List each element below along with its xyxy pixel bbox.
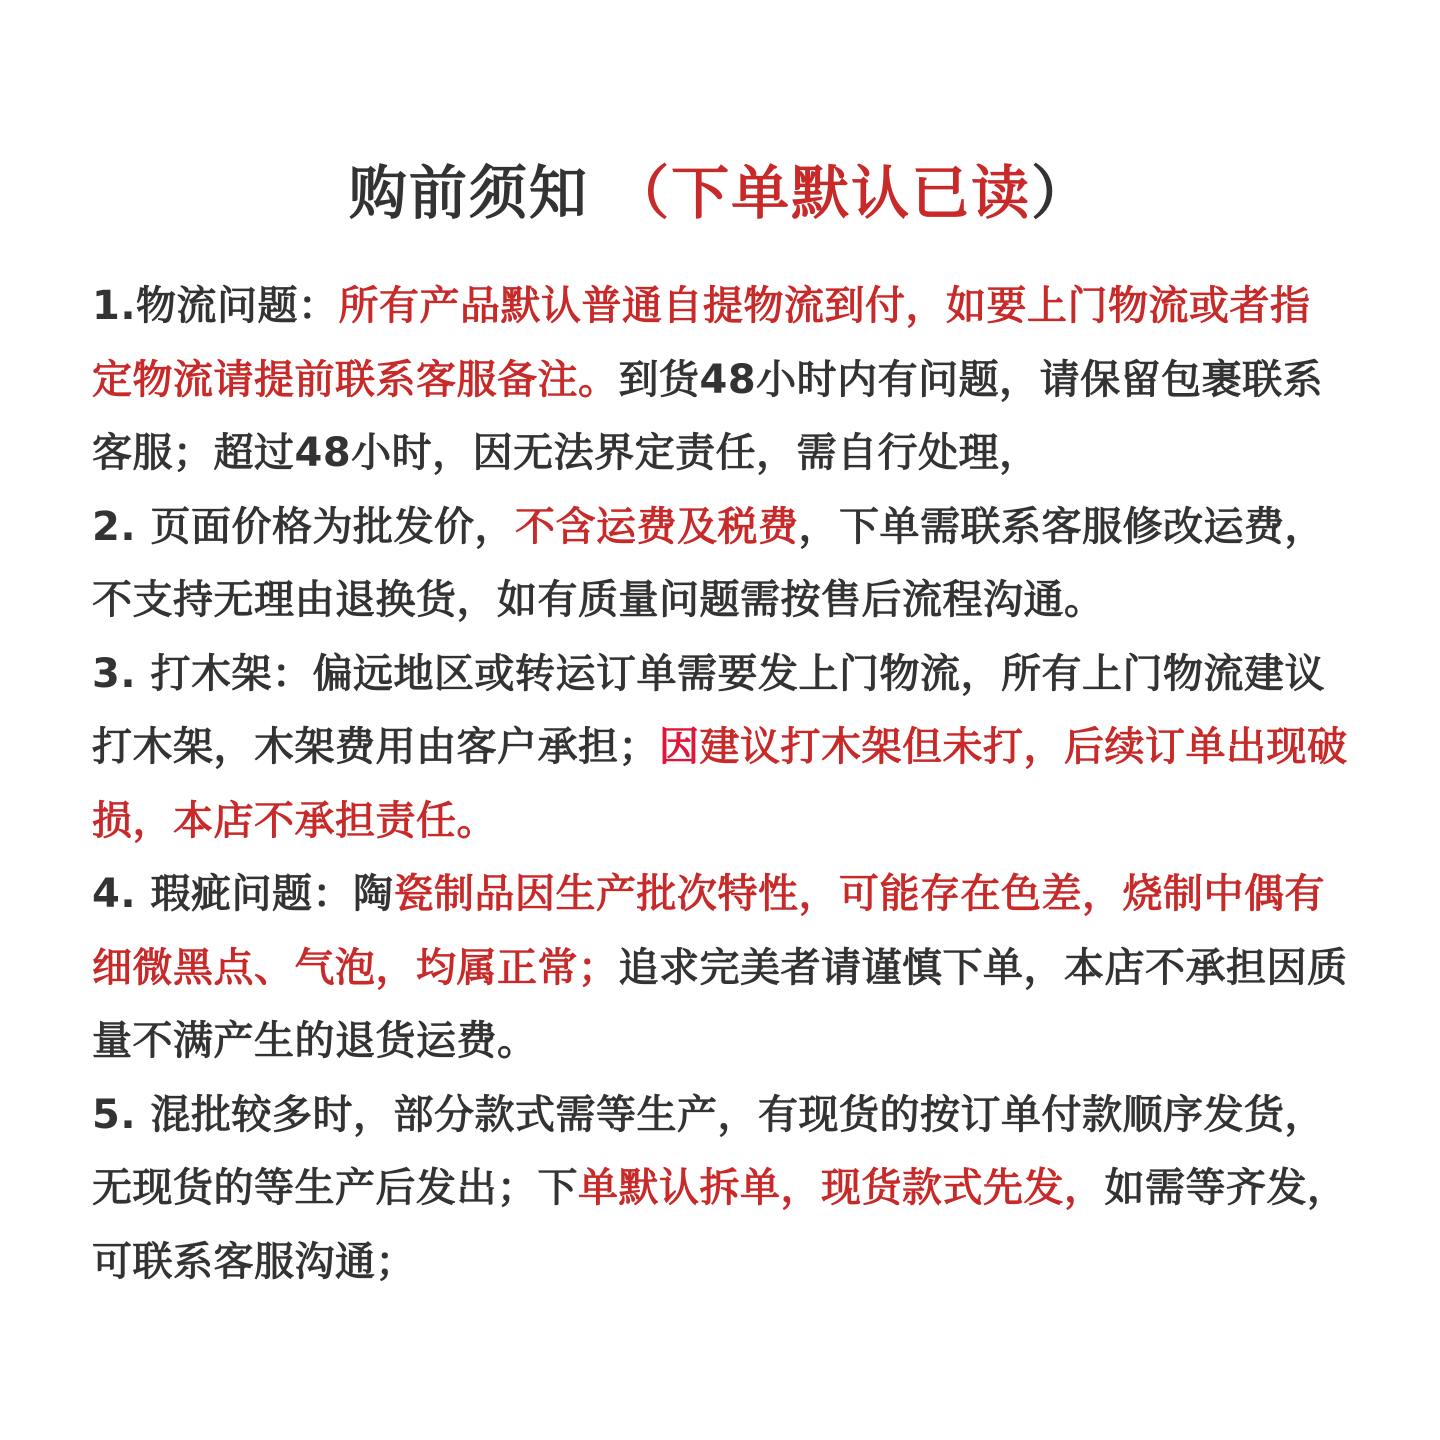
item-3-highlight: 建议打木架但未打，后续订单出现破损，本店不承担责任。 [92,724,1348,844]
item-5-text: 如需等齐发，可联系客服沟通； [92,1165,1348,1285]
notice-list [92,270,1348,1299]
item-4-label: 4. 瑕疵问题：陶 [92,871,394,917]
item-3-label: 3. 打木架：偏远地区或转运订单需要发上门物流，所有上门物流建议打木架，木架费用由客户承担； [92,650,1325,770]
notice-item-logistics [92,270,1348,491]
notice-item-wooden-crate [92,638,1348,859]
item-1-label: 1.物流问题： [92,283,339,329]
page-title [0,157,1440,229]
notice-item-pricing [92,491,1348,638]
item-2-text: ，下单需联系客服修改运费，不支持无理由退换货，如有质量问题需按售后流程沟通。 [92,503,1325,623]
notice-item-mixed-batch [92,1079,1348,1300]
item-4-text: 追求完美者请谨慎下单，本店不承担因质量不满产生的退货运费。 [92,944,1348,1064]
item-1-text: 到货48小时内有问题，请保留包裹联系客服；超过48小时，因无法界定责任，需自行处理， [92,356,1324,476]
item-4-highlight: 瓷制品因生产批次特性，可能存在色差，烧制中偶有细微黑点、气泡，均属正常； [92,871,1325,991]
item-2-highlight: 不含运费及税费 [514,503,799,550]
notice-item-defects [92,858,1348,1079]
title-paren-close: ） [1031,158,1092,227]
item-5-highlight: 单默认拆单，现货款式先发， [578,1165,1105,1211]
title-paren-open: （ [611,158,672,227]
title-highlight: 下单默认已读 [671,158,1032,227]
item-1-highlight: 所有产品默认普通自提物流到付，如要上门物流或者指定物流请提前联系客服备注。 [92,283,1311,403]
item-5-label: 5. 混批较多时，部分款式需等生产，有现货的按订单付款顺序发货，无现货的等生产后发出；下 [92,1091,1325,1211]
item-2-label: 2. 页面价格为批发价， [92,503,515,550]
title-main: 购前须知 [348,158,589,227]
item-3-highlight-alt: 因 [659,724,700,770]
